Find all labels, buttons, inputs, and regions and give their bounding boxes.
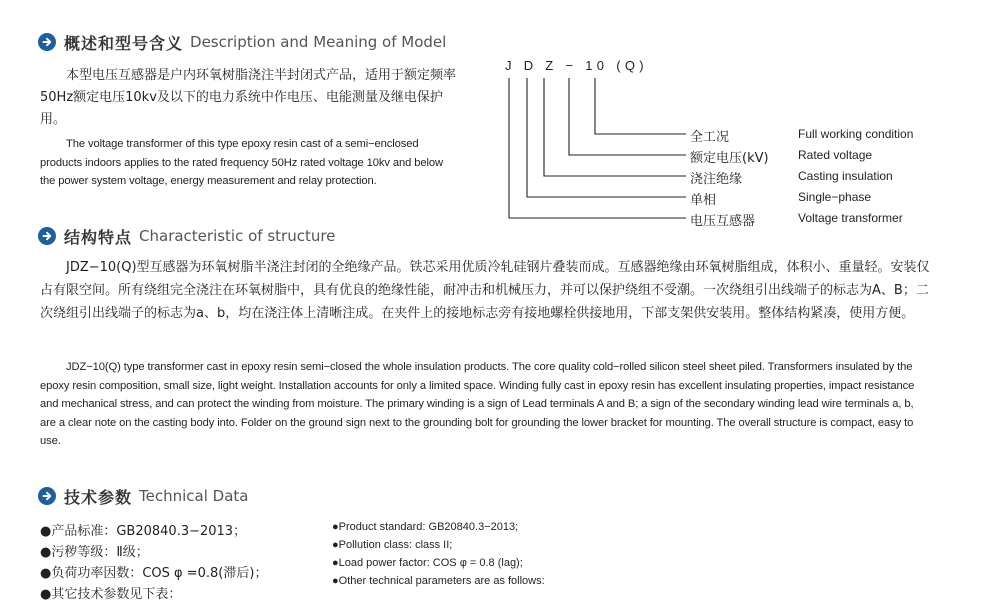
leader-line-casting-insulation (544, 78, 686, 176)
model-item-en: Casting insulation (798, 169, 893, 183)
leader-line-rated-voltage (569, 78, 686, 155)
leader-line-full-working (595, 78, 686, 134)
description-paragraph-en: The voltage transformer of this type epoxy resin cast of a semi−enclosed products indoors applies to the rated frequency 50Hz rated voltage 10kv and below the power system voltage, energy measurement and relay protection. (40, 138, 443, 187)
model-code: J D Z − 10 (Q) (505, 58, 648, 73)
model-item-cn: 全工况 (690, 130, 730, 145)
heading-cn: 技术参数 (64, 487, 133, 507)
section-heading-technical (38, 484, 248, 508)
spec-item-en: ●Load power factor: COS φ = 0.8 (lag); (332, 557, 523, 569)
spec-item-en: ●Product standard: GB20840.3−2013; (332, 521, 519, 533)
spec-item-en: ●Other technical parameters are as follows: (332, 575, 545, 587)
model-item-en: Single−phase (798, 190, 872, 204)
section-heading-description (38, 30, 446, 54)
section-heading-structure (38, 224, 335, 248)
model-item-cn: 额定电压(kV) (690, 151, 769, 166)
structure-paragraph-en: JDZ−10(Q) type transformer cast in epoxy resin semi−closed the whole insulation products. The core quality cold−rolled silicon steel sheet piled. Transformers insulated by the epoxy resin composition, small size, light weight. Installation accounts for only a limited space. Winding fully cast in epoxy resin has excellent insulating properties, impact resistance and mechanical stress, and can protect the winding from moisture. The primary winding is a sign of Lead terminals A and B; a sign of the secondary winding lead wire terminals a, b, are a clear note on the casting body into. Folder on the ground sign next to the grounding bolt for grounding the lower bracket for mounting. The overall structure is compact, easy to use. (40, 361, 915, 448)
heading-cn: 结构特点 (64, 227, 133, 247)
model-item-cn: 电压互感器 (690, 214, 756, 229)
heading-en: Technical Data (139, 487, 249, 505)
circle-arrow-right-icon (38, 487, 56, 505)
spec-item-cn: ●产品标准：GB20840.3−2013； (40, 524, 247, 539)
heading-en: Description and Meaning of Model (190, 33, 447, 51)
spec-item-cn: ●污秽等级：Ⅱ级； (40, 545, 149, 560)
leader-line-single-phase (527, 78, 686, 197)
model-item-en: Rated voltage (798, 148, 873, 162)
model-item-en: Voltage transformer (798, 211, 903, 225)
heading-cn: 概述和型号含义 (64, 33, 184, 53)
circle-arrow-right-icon (38, 33, 56, 51)
circle-arrow-right-icon (38, 227, 56, 245)
model-item-en: Full working condition (798, 127, 914, 141)
description-paragraph-cn: 本型电压互感器是户内环氧树脂浇注半封闭式产品，适用于额定频率50Hz额定电压10kv及以下的电力系统中作电压、电能测量及继电保护用。 (40, 68, 457, 127)
spec-item-cn: ●负荷功率因数：COS φ =0.8(滞后)； (40, 566, 268, 581)
spec-item-cn: ●其它技术参数见下表： (40, 587, 182, 602)
leader-line-voltage-transformer (509, 78, 686, 218)
structure-paragraph-cn: JDZ−10(Q)型互感器为环氧树脂半浇注封闭的全绝缘产品。铁芯采用优质冷轧硅钢片叠装而成。互感器绝缘由环氧树脂组成，体积小、重量轻。安装仅占有限空间。所有绕组完全浇注在环氧树脂中，具有优良的绝缘性能，耐冲击和机械压力，并可以保护绕组不受潮。一次绕组引出线端子的标志为A、B；二次绕组引出线端子的标志为a、b，均在浇注体上清晰注成。在夹件上的接地标志旁有接地螺栓供接地用，下部支架供安装用。整体结构紧凑，使用方便。 (40, 260, 930, 321)
spec-item-en: ●Pollution class: class II; (332, 539, 453, 551)
model-item-cn: 单相 (690, 193, 717, 208)
heading-en: Characteristic of structure (139, 227, 336, 245)
model-item-cn: 浇注绝缘 (690, 172, 743, 187)
